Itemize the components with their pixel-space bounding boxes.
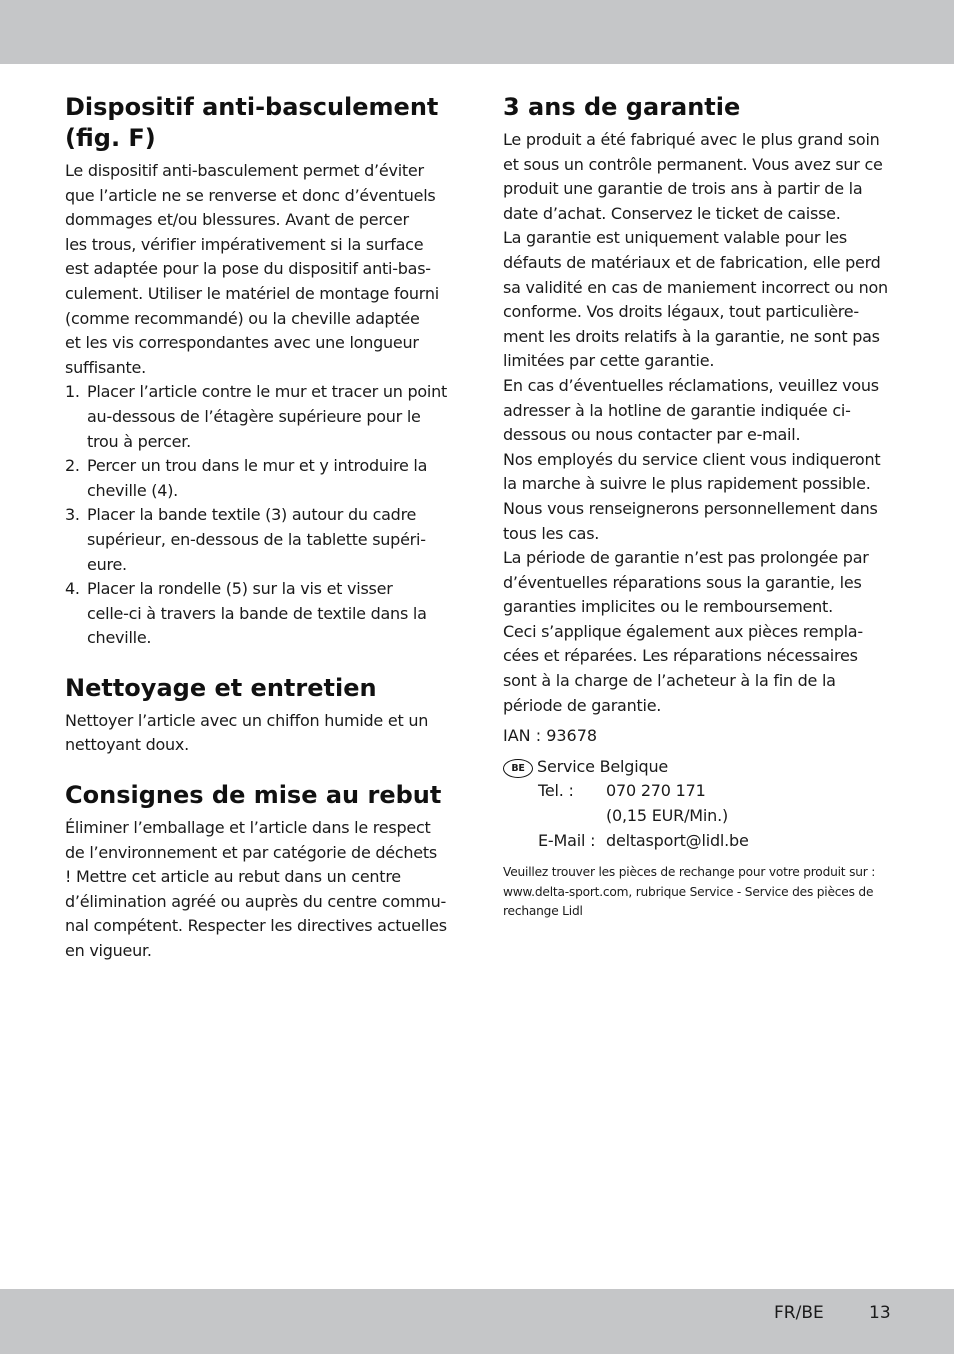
text-line: Ceci s’applique également aux pièces rempla- (503, 621, 863, 641)
text-line: et sous un contrôle permanent. Vous avez sur ce (503, 154, 883, 174)
text-line: la marche à suivre le plus rapidement possible. (503, 474, 871, 494)
step-line: Percer un trou dans le mur et y introduire la (87, 456, 428, 476)
text-line: Nous vous renseignerons personnellement dans (503, 498, 878, 518)
text-line: date d’achat. Conservez le ticket de caisse. (503, 203, 841, 223)
step-line: Placer l’article contre le mur et tracer un point (87, 382, 448, 402)
note-line: www.delta-sport.com, rubrique Service - Service des pièces de (503, 884, 874, 899)
text-line: suffisante. (65, 357, 146, 377)
service-name: Service Belgique (537, 756, 669, 776)
text-line: En cas d’éventuelles réclamations, veuillez vous (503, 375, 879, 395)
text-line: (comme recommandé) ou la cheville adaptée (65, 308, 420, 328)
text-line: ment les droits relatifs à la garantie, ne sont pas (503, 326, 880, 346)
text-line: sa validité en cas de maniement incorrect ou non (503, 277, 888, 297)
warranty-heading: 3 ans de garantie (503, 93, 741, 121)
step-line: cheville (4). (87, 480, 179, 500)
text-line: les trous, vérifier impérativement si la surface (65, 234, 424, 254)
anti-tipping-heading (65, 92, 450, 154)
step-number: 4. (65, 579, 80, 599)
step-item (65, 577, 450, 651)
header-band (0, 0, 954, 64)
text-line: Le produit a été fabriqué avec le plus grand soin (503, 130, 880, 149)
service-contact-block (503, 755, 893, 853)
text-line: Éliminer l’emballage et l’article dans le respect (65, 818, 431, 838)
phone-number: 070 270 171 (606, 781, 706, 801)
email-row (503, 829, 893, 854)
text-line: et les vis correspondantes avec une longueur (65, 333, 419, 353)
spare-parts-note (503, 863, 893, 922)
text-line: en vigueur. (65, 941, 152, 961)
text-line: sont à la charge de l’acheteur à la fin de la (503, 671, 836, 691)
rate-row (503, 804, 893, 829)
left-column (65, 92, 450, 964)
text-line: ! Mettre cet article au rebut dans un centre (65, 867, 401, 887)
anti-tipping-intro (65, 159, 450, 380)
note-line: rechange Lidl (503, 904, 583, 919)
ian-number: IAN : 93678 (503, 726, 598, 746)
text-line: tous les cas. (503, 523, 600, 543)
note-line: Veuillez trouver les pièces de rechange pour votre produit sur : (503, 865, 876, 880)
text-line: culement. Utiliser le matériel de montage fourni (65, 283, 439, 303)
call-rate: (0,15 EUR/Min.) (606, 806, 729, 826)
step-line: Placer la rondelle (5) sur la vis et visser (87, 579, 393, 599)
step-number: 3. (65, 505, 80, 525)
step-line: Placer la bande textile (3) autour du cadre (87, 505, 417, 525)
text-line: nettoyant doux. (65, 735, 189, 755)
text-line: conforme. Vos droits légaux, tout particulière- (503, 302, 859, 322)
text-line: est adaptée pour la pose du dispositif anti-bas- (65, 259, 431, 279)
text-line: produit une garantie de trois ans à partir de la (503, 179, 863, 199)
step-line: supérieur, en-dessous de la tablette supéri- (87, 529, 426, 549)
text-line: de l’environnement et par catégorie de déchets (65, 842, 438, 862)
disposal-text (65, 816, 450, 964)
step-line: trou à percer. (87, 431, 191, 451)
right-column (503, 92, 893, 922)
text-line: limitées par cette garantie. (503, 351, 715, 371)
text-line: d’éventuelles réparations sous la garantie, les (503, 572, 862, 592)
cleaning-text (65, 709, 450, 758)
service-name-row (503, 755, 893, 780)
text-line: Nos employés du service client vous indiqueront (503, 449, 881, 469)
footer-language: FR/BE (774, 1303, 824, 1323)
phone-label: Tel. : (538, 781, 574, 801)
text-line: cées et réparées. Les réparations nécessaires (503, 646, 858, 666)
text-line: La garantie est uniquement valable pour les (503, 228, 847, 248)
step-item (65, 454, 450, 503)
step-item (65, 380, 450, 454)
step-item (65, 503, 450, 577)
mounting-steps-list (65, 380, 450, 651)
anti-tipping-section (65, 92, 450, 651)
step-line: eure. (87, 554, 127, 574)
text-line: dommages et/ou blessures. Avant de percer (65, 210, 409, 230)
disposal-section (65, 780, 450, 964)
text-line: adresser à la hotline de garantie indiquée ci- (503, 400, 851, 420)
text-line: garanties implicites ou le remboursement. (503, 597, 833, 617)
cleaning-section (65, 673, 450, 758)
email-label: E-Mail : (538, 830, 596, 850)
text-line: dessous ou nous contacter par e-mail. (503, 425, 801, 445)
phone-row (503, 779, 893, 804)
anti-tipping-heading-line1: Dispositif anti-basculement (65, 93, 439, 121)
text-line: défauts de matériaux et de fabrication, elle perd (503, 252, 881, 272)
warranty-section (503, 92, 893, 718)
step-number: 2. (65, 456, 80, 476)
text-line: que l’article ne se renverse et donc d’éventuels (65, 185, 436, 205)
disposal-heading: Consignes de mise au rebut (65, 781, 442, 810)
page-number: 13 (869, 1303, 891, 1323)
anti-tipping-heading-line2: (fig. F) (65, 124, 156, 152)
cleaning-heading: Nettoyage et entretien (65, 673, 377, 702)
step-line: cheville. (87, 628, 152, 648)
belgium-country-badge-icon: BE (503, 759, 533, 778)
text-line: nal compétent. Respecter les directives actuelles (65, 916, 447, 936)
step-line: celle-ci à travers la bande de textile dans la (87, 603, 427, 623)
warranty-text (503, 128, 893, 718)
text-line: Le dispositif anti-basculement permet d’éviter (65, 161, 424, 180)
text-line: d’élimination agréé ou auprès du centre commu- (65, 891, 447, 911)
step-number: 1. (65, 382, 80, 402)
step-line: au-dessous de l’étagère supérieure pour le (87, 406, 421, 426)
email-address: deltasport@lidl.be (606, 830, 749, 850)
text-line: période de garantie. (503, 695, 662, 715)
text-line: Nettoyer l’article avec un chiffon humide et un (65, 710, 429, 730)
text-line: La période de garantie n’est pas prolongée par (503, 548, 869, 568)
